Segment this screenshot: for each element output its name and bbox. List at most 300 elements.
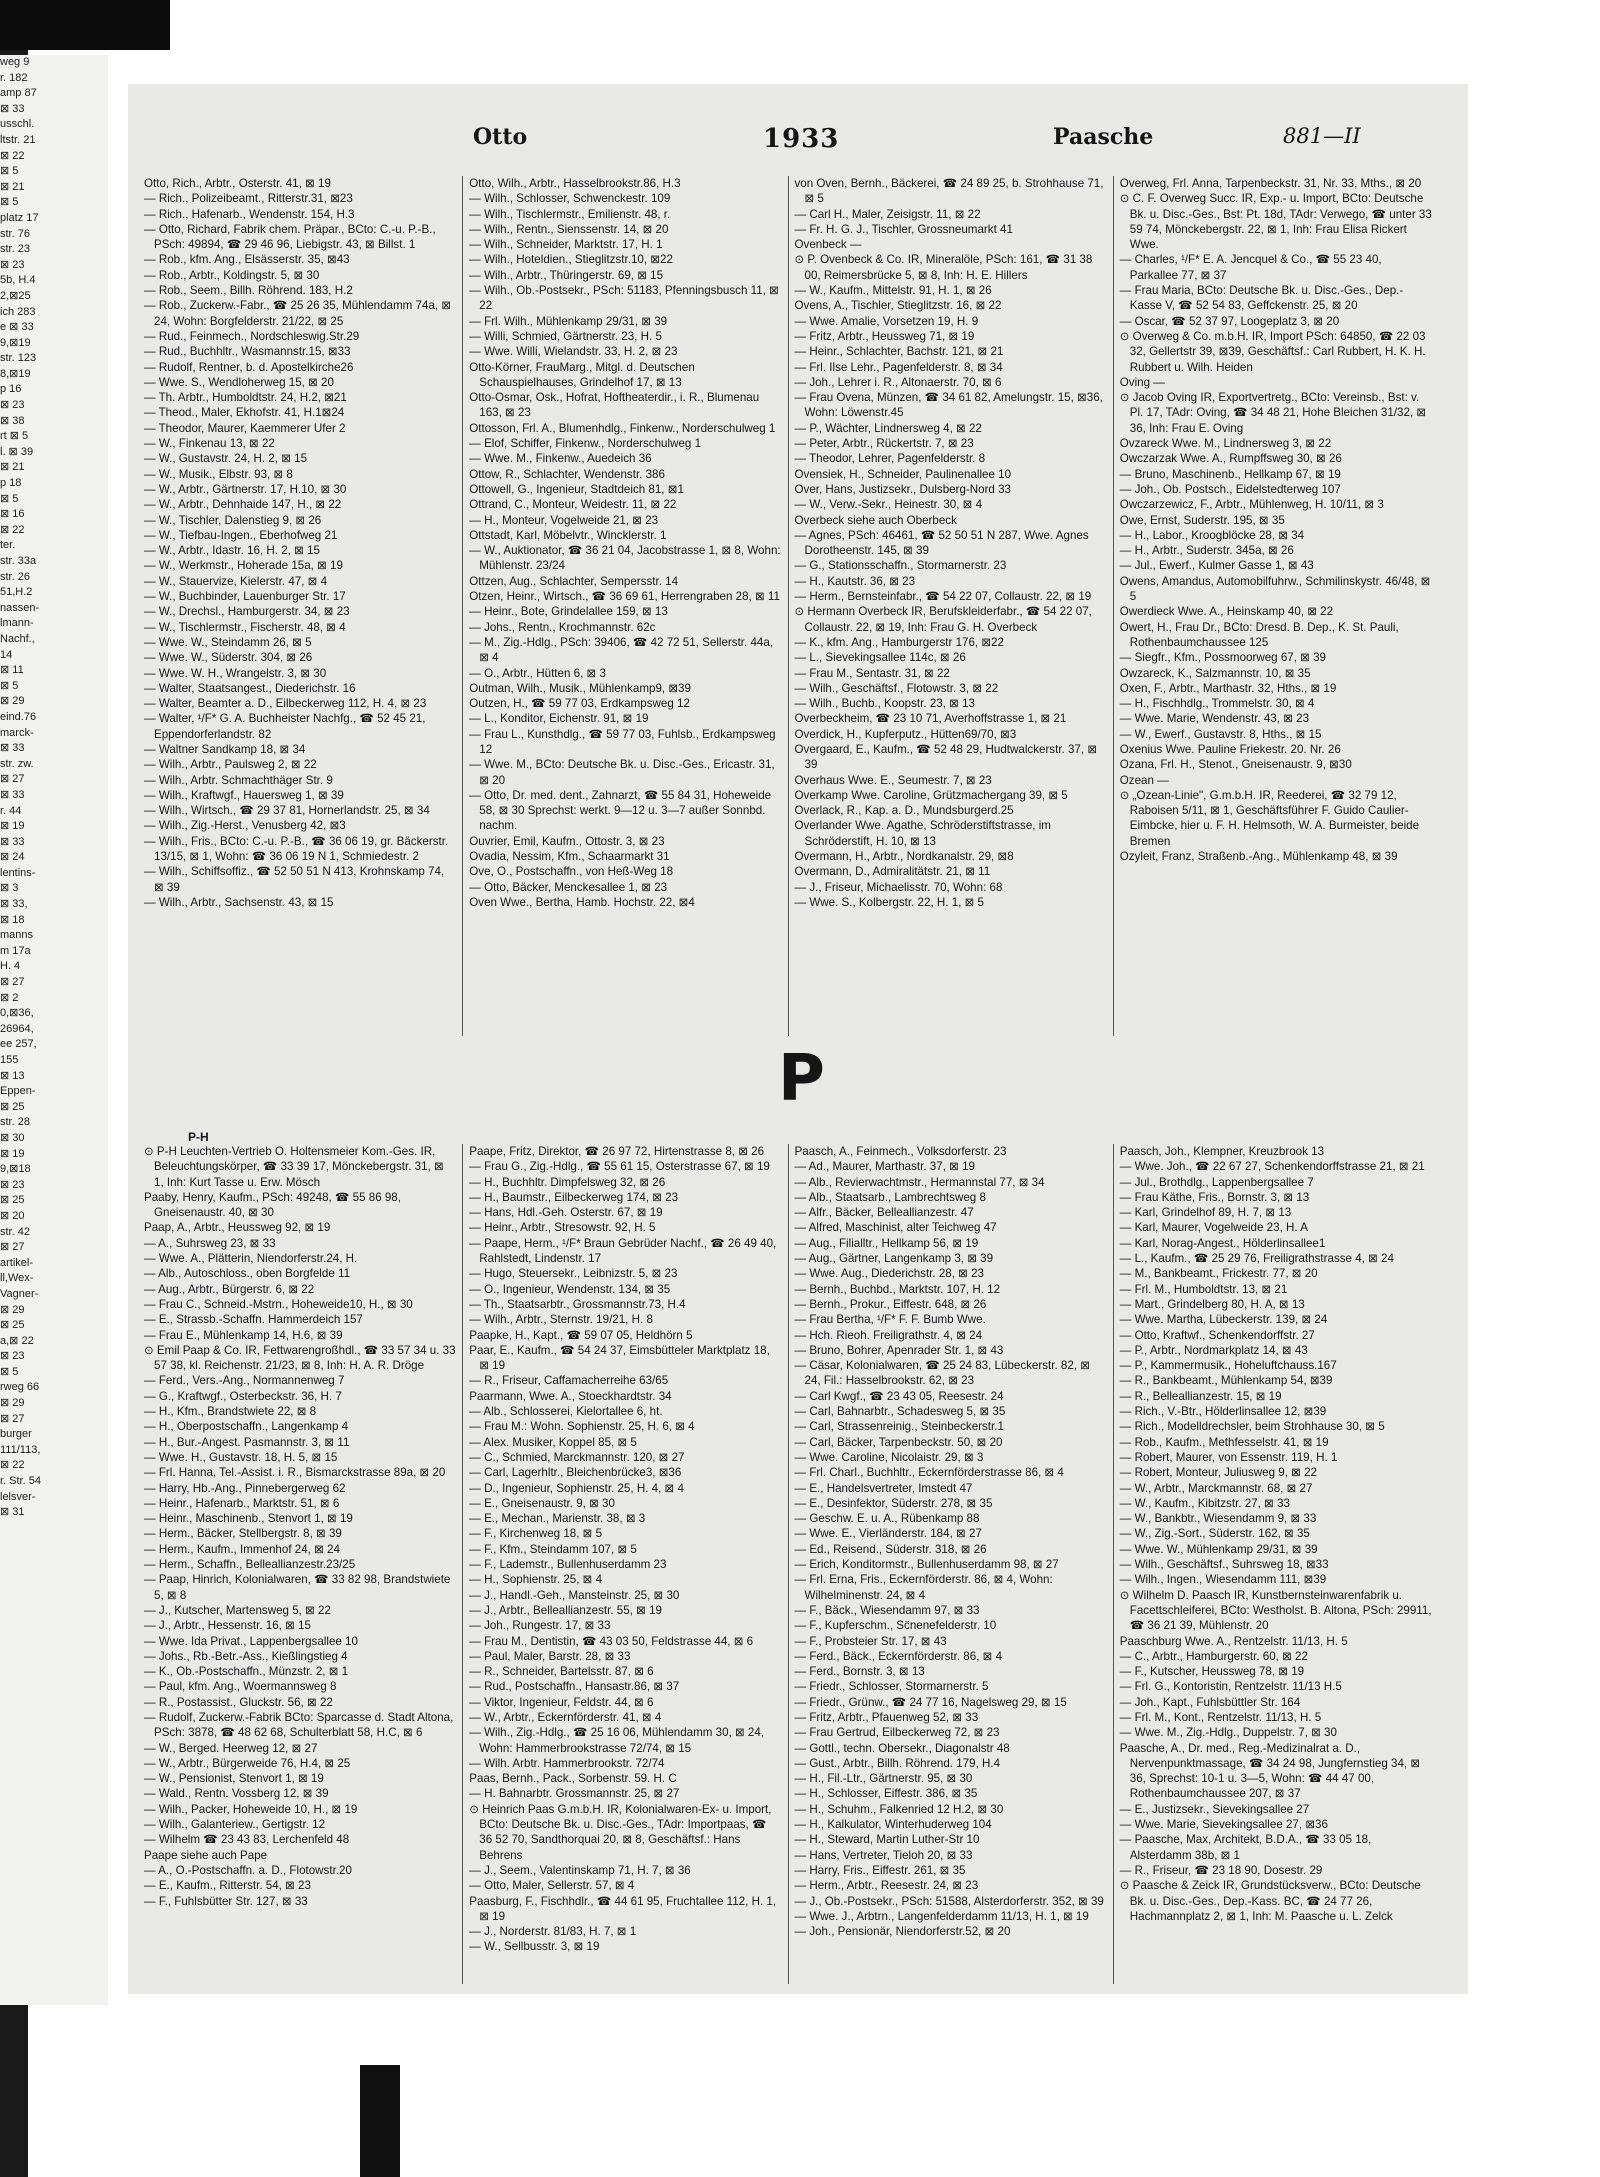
directory-entry: — Ferd., Bornstr. 3, ⊠ 13 bbox=[794, 1665, 925, 1679]
directory-entry: — Frau M., Sentastr. 31, ⊠ 22 bbox=[794, 666, 950, 680]
prev-page-line: 26964, bbox=[0, 1022, 34, 1035]
directory-entry: — W., Tischlermstr., Fischerstr. 48, ⊠ 4 bbox=[144, 620, 346, 634]
directory-entry: — Wilh., Geschäftsf., Flotowstr. 3, ⊠ 22 bbox=[794, 681, 999, 695]
directory-entry: — Rich., Hafenarb., Wendenstr. 154, H.3 bbox=[144, 207, 355, 221]
directory-entry: — Bernh., Buchbd., Marktstr. 107, H. 12 bbox=[794, 1282, 1001, 1296]
directory-entry: — R., Friseur, ☎ 23 18 90, Dosestr. 29 bbox=[1119, 1863, 1323, 1877]
directory-entry: — Rich., Modelldrechsler, beim Strohhause 30, ⊠ 5 bbox=[1119, 1420, 1385, 1434]
directory-entry: — F., Lademstr., Bullenhuserdamm 23 bbox=[469, 1558, 667, 1572]
directory-entry: — Bernh., Prokur., Eiffestr. 648, ⊠ 26 bbox=[794, 1297, 987, 1311]
prev-page-line: 111/113, bbox=[0, 1443, 41, 1456]
directory-entry: Owe, Ernst, Suderstr. 195, ⊠ 35 bbox=[1119, 513, 1285, 527]
directory-entry: — Paap, Hinrich, Kolonialwaren, ☎ 33 82 98, Brandstwiete 5, ⊠ 8 bbox=[144, 1573, 451, 1602]
directory-entry: Otto, Wilh., Arbtr., Hasselbrookstr.86, H.3 bbox=[469, 177, 681, 190]
directory-entry: Ottzen, Aug., Schlachter, Sempersstr. 14 bbox=[469, 574, 679, 588]
directory-entry: — Wwe. M., BCto: Deutsche Bk. u. Disc.-Ges., Ericastr. 31, ⊠ 20 bbox=[469, 758, 775, 787]
directory-entry: — H., Bur.-Angest. Pasmannstr. 3, ⊠ 11 bbox=[144, 1435, 350, 1449]
directory-entry: — Herm., Schaffn., Belleallianzestr.23/25 bbox=[144, 1558, 356, 1572]
directory-entry: Paasch, A., Feinmech., Volksdorferstr. 23 bbox=[794, 1145, 1007, 1158]
directory-entry: — Frl. M., Kont., Rentzelstr. 11/13, H. 5 bbox=[1119, 1710, 1322, 1724]
directory-entry: — W., Verw.-Sekr., Heinestr. 30, ⊠ 4 bbox=[794, 498, 983, 512]
directory-entry: Paape, Fritz, Direktor, ☎ 26 97 72, Hirtenstrasse 8, ⊠ 26 bbox=[469, 1145, 765, 1158]
prev-page-line: ⊠ 27 bbox=[0, 1412, 25, 1425]
directory-entry: — Wwe. W., Steindamm 26, ⊠ 5 bbox=[144, 635, 312, 649]
directory-entry: — Paasche, Max, Architekt, B.D.A., ☎ 33 05 18, Alsterdamm 38b, ⊠ 1 bbox=[1119, 1833, 1372, 1862]
directory-entry: — Wwe. S., Kolbergstr. 22, H. 1, ⊠ 5 bbox=[794, 895, 984, 909]
directory-entry: — Frau M.: Wohn. Sophienstr. 25, H. 6, ⊠ 4 bbox=[469, 1420, 695, 1434]
prev-page-line: ⊠ 13 bbox=[0, 1069, 25, 1082]
directory-entry: — Joh., Rungestr. 17, ⊠ 33 bbox=[469, 1619, 611, 1633]
directory-entry: — O., Arbtr., Hütten 6, ⊠ 3 bbox=[469, 666, 606, 680]
directory-entry: — W., Berged. Heerweg 12, ⊠ 27 bbox=[144, 1741, 318, 1755]
directory-entry: ⊙ C. F. Overweg Succ. IR, Exp.- u. Import, BCto: Deutsche Bk. u. Disc.-Ges., Bst: Pt. 18d, TAdr: Verwego, ☎ unter 33 59 74, Mönckebergstr. 22, ⊠ 1, Inh: Frau Elisa Rickert Wwe. bbox=[1119, 192, 1432, 252]
prev-page-line: ⊠ 29 bbox=[0, 695, 25, 708]
prev-page-line: ⊠ 27 bbox=[0, 773, 25, 786]
directory-entry: — F., Kutscher, Heussweg 78, ⊠ 19 bbox=[1119, 1665, 1305, 1679]
directory-entry: — Wilh., Zig.-Herst., Venusberg 42, ⊠3 bbox=[144, 819, 346, 833]
directory-entry: — Bruno, Maschinenb., Hellkamp 67, ⊠ 19 bbox=[1119, 467, 1341, 481]
directory-entry: — Frau Bertha, ¹/F* F. F. Bumb Wwe. bbox=[794, 1313, 986, 1327]
directory-entry: — E., Desinfektor, Süderstr. 278, ⊠ 35 bbox=[794, 1496, 993, 1510]
directory-entry: — Wilh., Schlosser, Schwenckestr. 109 bbox=[469, 192, 671, 206]
prev-page-line: rt ⊠ 5 bbox=[0, 430, 29, 443]
directory-entry: — Rich., V.-Btr., Hölderlinsallee 12, ⊠39 bbox=[1119, 1405, 1327, 1419]
directory-entry: — Alb., Revierwachtmstr., Hermannstal 77, ⊠ 34 bbox=[794, 1175, 1045, 1189]
directory-entry: Outman, Wilh., Musik., Mühlenkamp9, ⊠39 bbox=[469, 681, 691, 695]
directory-entry: — C., Schmied, Marckmannstr. 120, ⊠ 27 bbox=[469, 1450, 685, 1464]
directory-entry: — Wwe. A., Plätterin, Niendorferstr.24, H. bbox=[144, 1252, 358, 1266]
prev-page-line: ⊠ 18 bbox=[0, 913, 25, 926]
directory-entry: Paapke, H., Kapt., ☎ 59 07 05, Heldhörn 5 bbox=[469, 1328, 693, 1342]
directory-entry: — Wwe. H., Gustavstr. 18, H. 5, ⊠ 15 bbox=[144, 1450, 338, 1464]
directory-entry: — W., Arbtr., Gärtnerstr. 17, H.10, ⊠ 30 bbox=[144, 482, 347, 496]
directory-entry: — H., Oberpostschaffn., Langenkamp 4 bbox=[144, 1420, 349, 1434]
directory-entry: — Wwe. Marie, Sievekingsallee 27, ⊠36 bbox=[1119, 1818, 1328, 1832]
prev-page-line: ⊠ 2 bbox=[0, 991, 19, 1004]
directory-entry: — Wilh., Arbtr., Paulsweg 2, ⊠ 22 bbox=[144, 758, 317, 772]
directory-entry: — J., Kutscher, Martensweg 5, ⊠ 22 bbox=[144, 1603, 331, 1617]
prev-page-line: ⊠ 20 bbox=[0, 1209, 25, 1222]
directory-entry: Ottowell, G., Ingenieur, Stadtdeich 81, ⊠1 bbox=[469, 482, 684, 496]
prev-page-line: ⊠ 23 bbox=[0, 399, 25, 412]
directory-entry: — H., Baumstr., Eilbeckerweg 174, ⊠ 23 bbox=[469, 1190, 679, 1204]
directory-entry: — Hch. Rieoh. Freiligrathstr. 4, ⊠ 24 bbox=[794, 1328, 983, 1342]
directory-entry: — Th., Staatsarbtr., Grossmannstr.73, H.4 bbox=[469, 1297, 686, 1311]
directory-entry: — Wwe. W. H., Wrangelstr. 3, ⊠ 30 bbox=[144, 666, 327, 680]
prev-page-line: ich 283 bbox=[0, 305, 36, 318]
directory-entry: — Wilh., Rentn., Sienssenstr. 14, ⊠ 20 bbox=[469, 222, 669, 236]
directory-entry: Oven Wwe., Bertha, Hamb. Hochstr. 22, ⊠4 bbox=[469, 895, 695, 909]
directory-entry: — Wilh., Geschäftsf., Suhrsweg 18, ⊠33 bbox=[1119, 1558, 1329, 1572]
prev-page-line: ⊠ 25 bbox=[0, 1319, 25, 1332]
directory-entry: — Rud., Buchhltr., Wasmannstr.15, ⊠33 bbox=[144, 345, 351, 359]
directory-entry: — Theodor, Maurer, Kaemmerer Ufer 2 bbox=[144, 421, 346, 435]
directory-entry: — J., Friseur, Michaelisstr. 70, Wohn: 68 bbox=[794, 880, 1003, 894]
directory-entry: — Wwe. Ida Privat., Lappenbergsallee 10 bbox=[144, 1634, 358, 1648]
directory-entry: — Frl. Hanna, Tel.-Assist. i. R., Bismarckstrasse 89a, ⊠ 20 bbox=[144, 1466, 446, 1480]
directory-entry: — Wald., Rentn. Vossberg 12, ⊠ 39 bbox=[144, 1787, 329, 1801]
prev-page-line: 9,⊠19 bbox=[0, 336, 31, 349]
prev-page-line: ⊠ 23 bbox=[0, 258, 25, 271]
directory-entry: — Aug., Arbtr., Bürgerstr. 6, ⊠ 22 bbox=[144, 1282, 315, 1296]
directory-entry: — Joh., Ob. Postsch., Eidelstedterweg 107 bbox=[1119, 482, 1341, 496]
prev-page-line: artikel- bbox=[0, 1256, 34, 1269]
directory-entry: Overbeckheim, ☎ 23 10 71, Averhoffstrasse 1, ⊠ 21 bbox=[794, 712, 1067, 726]
prev-page-line: ⊠ 19 bbox=[0, 1147, 25, 1160]
directory-entry: — Harry, Fris., Eiffestr. 261, ⊠ 35 bbox=[794, 1863, 966, 1877]
directory-entry: — Otto, Kraftwf., Schenkendorffstr. 27 bbox=[1119, 1328, 1315, 1342]
directory-entry: — Wilh., Packer, Hoheweide 10, H., ⊠ 19 bbox=[144, 1802, 358, 1816]
directory-entry: — H., Fischhdlg., Trommelstr. 30, ⊠ 4 bbox=[1119, 697, 1315, 711]
directory-entry: — Wilh., Arbtr., Sachsenstr. 43, ⊠ 15 bbox=[144, 895, 334, 909]
directory-entry: — Aug., Gärtner, Langenkamp 3, ⊠ 39 bbox=[794, 1252, 994, 1266]
directory-entry: — Mart., Grindelberg 80, H. A, ⊠ 13 bbox=[1119, 1297, 1305, 1311]
prev-page-line: ⊠ 27 bbox=[0, 1241, 25, 1254]
directory-entry: — Fritz, Arbtr., Pfauenweg 52, ⊠ 33 bbox=[794, 1710, 979, 1724]
directory-entry: — W., Bankbtr., Wiesendamm 9, ⊠ 33 bbox=[1119, 1512, 1317, 1526]
directory-entry: — L., Sievekingsallee 114c, ⊠ 26 bbox=[794, 651, 966, 665]
prev-page-line: ⊠ 5 bbox=[0, 492, 19, 505]
directory-entry: — Wwe. Amalie, Vorsetzen 19, H. 9 bbox=[794, 314, 979, 328]
directory-entry: — Alfred, Maschinist, alter Teichweg 47 bbox=[794, 1221, 997, 1235]
prev-page-line: ⊠ 33 bbox=[0, 835, 25, 848]
prev-page-line: 155 bbox=[0, 1054, 19, 1066]
directory-entry: — Walter, Staatsangest., Diederichstr. 16 bbox=[144, 681, 356, 695]
directory-entry: — R., Belleallianzestr. 15, ⊠ 19 bbox=[1119, 1389, 1282, 1403]
directory-entry: — P., Kammermusik., Hoheluftchauss.167 bbox=[1119, 1359, 1337, 1373]
directory-entry: — E., Gneisenaustr. 9, ⊠ 30 bbox=[469, 1496, 615, 1510]
prev-page-line: l. ⊠ 39 bbox=[0, 445, 34, 458]
page-header bbox=[128, 124, 1468, 160]
directory-entry: — Aug., Filialltr., Hellkamp 56, ⊠ 19 bbox=[794, 1236, 979, 1250]
directory-entry: — Carl H., Maler, Zeisigstr. 11, ⊠ 22 bbox=[794, 207, 981, 221]
top-column-3 bbox=[789, 176, 1114, 1036]
directory-entry: — J., Arbtr., Hessenstr. 16, ⊠ 15 bbox=[144, 1619, 311, 1633]
directory-entry: — Th. Arbtr., Humboldtstr. 24, H.2, ⊠21 bbox=[144, 391, 347, 405]
prev-page-line: r. Str. 54 bbox=[0, 1475, 41, 1488]
directory-entry: Otto-Körner, FrauMarg., Mitgl. d. Deutschen Schauspielhauses, Grindelhof 17, ⊠ 13 bbox=[469, 360, 695, 389]
scan-edge-bottom bbox=[360, 2065, 400, 2177]
directory-entry: — Alfr., Bäcker, Belleallianzestr. 47 bbox=[794, 1206, 974, 1220]
prev-page-line: Vagner- bbox=[0, 1287, 39, 1300]
directory-entry: — R., Bankbeamt., Mühlenkamp 54, ⊠39 bbox=[1119, 1374, 1333, 1388]
directory-entry: Otzen, Heinr., Wirtsch., ☎ 36 69 61, Herrengraben 28, ⊠ 11 bbox=[469, 590, 780, 604]
header-page-number: 881—II bbox=[1283, 124, 1361, 148]
directory-entry: Paasburg, F., Fischhdlr., ☎ 44 61 95, Fruchtallee 112, H. 1, ⊠ 19 bbox=[469, 1894, 777, 1923]
prev-page-line: ll,Wex- bbox=[0, 1272, 34, 1285]
directory-entry: — Rich., Polizeibeamt., Ritterstr.31, ⊠23 bbox=[144, 192, 353, 206]
directory-entry: Ouvrier, Emil, Kaufm., Ottostr. 3, ⊠ 23 bbox=[469, 834, 665, 848]
directory-entry: — H., Kautstr. 36, ⊠ 23 bbox=[794, 574, 916, 588]
bottom-columns bbox=[138, 1144, 1438, 1984]
prev-page-line: lentins- bbox=[0, 866, 36, 879]
directory-entry: — Paul, Maler, Barstr. 28, ⊠ 33 bbox=[469, 1649, 631, 1663]
directory-entry: — Karl, Maurer, Vogelweide 23, H. A bbox=[1119, 1221, 1308, 1235]
prev-page-line: r. 182 bbox=[0, 71, 28, 84]
prev-page-line: 0,⊠36, bbox=[0, 1007, 34, 1020]
directory-entry: Ottrand, C., Monteur, Weidestr. 11, ⊠ 22 bbox=[469, 498, 677, 512]
prev-page-line: ⊠ 33, bbox=[0, 898, 28, 911]
directory-entry: — H., Schuhm., Falkenried 12 H.2, ⊠ 30 bbox=[794, 1802, 1004, 1816]
directory-entry: — W., Drechsl., Hamburgerstr. 34, ⊠ 23 bbox=[144, 605, 350, 619]
prev-page-line: ⊠ 21 bbox=[0, 461, 25, 474]
directory-entry: — Wilh., Arbtr. Schmachthäger Str. 9 bbox=[144, 773, 333, 787]
directory-entry: — G., Stationsschaffn., Stormarnerstr. 23 bbox=[794, 559, 1007, 573]
directory-entry: ⊙ P-H Leuchten-Vertrieb O. Holtensmeier Kom.-Ges. IR, Beleuchtungskörper, ☎ 33 39 17, Mönckebergstr. 31, ⊠ 1, Inh: Kurt Tasse u. Erw. Mösch bbox=[144, 1145, 444, 1189]
directory-entry: ⊙ P. Ovenbeck & Co. IR, Mineralöle, PSch: 161, ☎ 31 38 00, Reimersbrücke 5, ⊠ 8, Inh: H. E. Hillers bbox=[794, 253, 1093, 282]
prev-page-line: ⊠ 24 bbox=[0, 851, 25, 864]
directory-entry: — R., Postassist., Gluckstr. 56, ⊠ 22 bbox=[144, 1695, 333, 1709]
directory-entry: — Wwe. E., Vierländerstr. 184, ⊠ 27 bbox=[794, 1527, 982, 1541]
directory-entry: — J., Ob.-Postsekr., PSch: 51588, Alsterdorferstr. 352, ⊠ 39 bbox=[794, 1894, 1104, 1908]
directory-entry: — Viktor, Ingenieur, Feldstr. 44, ⊠ 6 bbox=[469, 1695, 654, 1709]
directory-entry: — Wwe. S., Wendloherweg 15, ⊠ 20 bbox=[144, 375, 334, 389]
prev-page-line: marck- bbox=[0, 726, 34, 739]
directory-entry: — E., Handelsvertreter, Imstedt 47 bbox=[794, 1481, 973, 1495]
prev-page-line: ⊠ 33 bbox=[0, 102, 25, 115]
bottom-column-3 bbox=[789, 1144, 1114, 1984]
prev-page-line: 8,⊠19 bbox=[0, 367, 31, 380]
directory-entry: — J., Arbtr., Belleallianzestr. 55, ⊠ 19 bbox=[469, 1603, 662, 1617]
directory-entry: — E., Kaufm., Ritterstr. 54, ⊠ 23 bbox=[144, 1879, 311, 1893]
directory-entry: Owczarzewicz, F., Arbtr., Mühlenweg, H. 10/11, ⊠ 3 bbox=[1119, 498, 1384, 512]
directory-entry: — Karl, Grindelhof 89, H. 7, ⊠ 13 bbox=[1119, 1206, 1292, 1220]
directory-entry: Paasche, A., Dr. med., Reg.-Medizinalrat a. D., Nervenpunktmassage, ☎ 34 24 98, Jungfernstieg 34, ⊠ 36, Sprechst: 10-1 u. 3—5, Wohn: ☎ 44 47 00, Rothenbaumchaussee 207, ⊠ 37 bbox=[1119, 1741, 1421, 1801]
directory-entry: — Alb., Autoschloss., oben Borgfelde 11 bbox=[144, 1267, 351, 1281]
directory-entry: — Rud., Postschaffn., Hansastr.86, ⊠ 37 bbox=[469, 1680, 680, 1694]
directory-entry: — W., Arbtr., Marckmannstr. 68, ⊠ 27 bbox=[1119, 1481, 1313, 1495]
header-right-word: Paasche bbox=[1053, 124, 1154, 150]
prev-page-line: ⊠ 21 bbox=[0, 180, 25, 193]
directory-entry: — Heinr., Bote, Grindelallee 159, ⊠ 13 bbox=[469, 605, 668, 619]
directory-entry: — Gust., Arbtr., Billh. Röhrend. 179, H.4 bbox=[794, 1756, 1001, 1770]
directory-entry: — Otto, Bäcker, Menckesallee 1, ⊠ 23 bbox=[469, 880, 668, 894]
directory-entry: — W., Arbtr., Idastr. 16, H. 2, ⊠ 15 bbox=[144, 544, 320, 558]
directory-entry: — Fr. H. G. J., Tischler, Grossneumarkt 41 bbox=[794, 222, 1013, 236]
directory-entry: — E., Mechan., Marienstr. 38, ⊠ 3 bbox=[469, 1512, 646, 1526]
directory-entry: Overlander Wwe. Agathe, Schröderstiftstrasse, im Schröderstift, H. 10, ⊠ 13 bbox=[794, 819, 1051, 848]
directory-entry: — Robert, Maurer, von Essenstr. 119, H. 1 bbox=[1119, 1450, 1338, 1464]
directory-entry: Otto-Osmar, Osk., Hofrat, Hoftheaterdir., i. R., Blumenau 163, ⊠ 23 bbox=[469, 391, 760, 420]
directory-entry: — Frau C., Schneid.-Mstrn., Hoheweide10, H., ⊠ 30 bbox=[144, 1297, 413, 1311]
prev-page-line: 51,H.2 bbox=[0, 586, 33, 599]
directory-entry: Otto, Rich., Arbtr., Osterstr. 41, ⊠ 19 bbox=[144, 177, 331, 190]
directory-entry: — Fritz, Arbtr., Heussweg 71, ⊠ 19 bbox=[794, 329, 975, 343]
prev-page-line: 14 bbox=[0, 648, 13, 661]
directory-entry: — Frl. Charl., Buchhltr., Eckernförderstrasse 86, ⊠ 4 bbox=[794, 1466, 1064, 1480]
directory-entry: — Wilh., Buchb., Koopstr. 23, ⊠ 13 bbox=[794, 697, 975, 711]
directory-entry: — Theodor, Lehrer, Pagenfelderstr. 8 bbox=[794, 452, 986, 466]
directory-entry: — Johs., Rb.-Betr.-Ass., Kießlingstieg 4 bbox=[144, 1649, 348, 1663]
directory-entry: — Frl. Ilse Lehr., Pagenfelderstr. 8, ⊠ 34 bbox=[794, 360, 1003, 374]
directory-entry: — Hans, Hdl.-Geh. Osterstr. 67, ⊠ 19 bbox=[469, 1206, 663, 1220]
directory-entry: — Alex. Musiker, Koppel 85, ⊠ 5 bbox=[469, 1435, 637, 1449]
directory-entry: — Ad., Maurer, Marthastr. 37, ⊠ 19 bbox=[794, 1160, 975, 1174]
directory-entry: — Oscar, ☎ 52 37 97, Loogeplatz 3, ⊠ 20 bbox=[1119, 314, 1340, 328]
directory-entry: Ozana, Frl. H., Stenot., Gneisenaustr. 9, ⊠30 bbox=[1119, 758, 1352, 772]
directory-entry: — Erich, Konditormstr., Bullenhuserdamm 98, ⊠ 27 bbox=[794, 1558, 1059, 1572]
prev-page-line: ⊠ 5 bbox=[0, 165, 19, 178]
directory-entry: Oving — bbox=[1119, 375, 1165, 389]
prev-page-line: 2,⊠25 bbox=[0, 289, 31, 302]
directory-entry: — Walter, ¹/F* G. A. Buchheister Nachfg., ☎ 52 45 21, Eppendorferlandstr. 82 bbox=[144, 712, 426, 741]
directory-entry: — W., Ewerf., Gustavstr. 8, Hths., ⊠ 15 bbox=[1119, 727, 1322, 741]
directory-entry: — Carl, Bahnarbtr., Schadesweg 5, ⊠ 35 bbox=[794, 1405, 1006, 1419]
scan-edge-top bbox=[0, 0, 170, 50]
directory-entry: — A., O.-Postschaffn. a. D., Flotowstr.20 bbox=[144, 1863, 352, 1877]
directory-entry: — Rudolf, Rentner, b. d. Apostelkirche26 bbox=[144, 360, 354, 374]
directory-entry: Ovadia, Nessim, Kfm., Schaarmarkt 31 bbox=[469, 850, 670, 864]
directory-entry: — P., Wächter, Lindnersweg 4, ⊠ 22 bbox=[794, 421, 982, 435]
prev-page-line: manns bbox=[0, 929, 34, 942]
prev-page-line: ee 257, bbox=[0, 1038, 37, 1051]
directory-entry: Ottow, R., Schlachter, Wendenstr. 386 bbox=[469, 467, 665, 481]
prev-page-line: eind.76 bbox=[0, 710, 37, 723]
prev-page-line: H. 4 bbox=[0, 960, 21, 973]
directory-entry: — Willi, Schmied, Gärtnerstr. 23, H. 5 bbox=[469, 329, 662, 343]
directory-entry: Overmann, H., Arbtr., Nordkanalstr. 29, ⊠8 bbox=[794, 850, 1014, 864]
directory-entry: — Otto, Dr. med. dent., Zahnarzt, ☎ 55 84 31, Hoheweide 58, ⊠ 30 Sprechst: werkt. 9—12 u. 3—7 außer Sonnbd. nachm. bbox=[469, 788, 772, 833]
prev-page-line: Eppen- bbox=[0, 1085, 36, 1098]
directory-entry: — Wilh., Wirtsch., ☎ 29 37 81, Hornerlandstr. 25, ⊠ 34 bbox=[144, 804, 430, 818]
directory-entry: — W., Arbtr., Bürgerweide 76, H.4, ⊠ 25 bbox=[144, 1756, 351, 1770]
directory-entry: — Herm., Arbtr., Reesestr. 24, ⊠ 23 bbox=[794, 1879, 979, 1893]
bottom-column-4 bbox=[1114, 1144, 1438, 1984]
directory-entry: — F., Probsteier Str. 17, ⊠ 43 bbox=[794, 1634, 947, 1648]
directory-entry: — F., Kfm., Steindamm 107, ⊠ 5 bbox=[469, 1542, 637, 1556]
prev-page-line: ⊠ 25 bbox=[0, 1100, 25, 1113]
prev-page-line: str. 33a bbox=[0, 555, 37, 567]
directory-entry: — Wilh., Zig.-Hdlg., ☎ 25 16 06, Mühlendamm 30, ⊠ 24, Wohn: Hammerbrookstrasse 72/74, ⊠ 15 bbox=[469, 1726, 765, 1755]
directory-entry: — Wwe. Caroline, Nicolaistr. 29, ⊠ 3 bbox=[794, 1450, 984, 1464]
directory-entry: — W., Tiefbau-Ingen., Eberhofweg 21 bbox=[144, 528, 338, 542]
directory-entry: — W., Kaufm., Mittelstr. 91, H. 1, ⊠ 26 bbox=[794, 284, 992, 298]
directory-entry: — W., Werkmstr., Hoherade 15a, ⊠ 19 bbox=[144, 559, 343, 573]
directory-entry: — Geschw. E. u. A., Rübenkamp 88 bbox=[794, 1512, 980, 1526]
directory-entry: — Wwe. W., Mühlenkamp 29/31, ⊠ 39 bbox=[1119, 1542, 1318, 1556]
directory-entry: — Rudolf, Zuckerw.-Fabrik BCto: Sparcasse d. Stadt Altona, PSch: 3878, ☎ 48 62 68, Schulterblatt 58, H.C, ⊠ 6 bbox=[144, 1710, 454, 1740]
prev-page-line: weg 9 bbox=[0, 56, 30, 68]
section-mark: P-H bbox=[188, 1130, 209, 1144]
directory-entry: — Charles, ¹/F* E. A. Jencquel & Co., ☎ 55 23 40, Parkallee 77, ⊠ 37 bbox=[1119, 253, 1382, 282]
directory-entry: — Wwe. W., Süderstr. 304, ⊠ 26 bbox=[144, 651, 313, 665]
directory-entry: — K., Ob.-Postschaffn., Münzstr. 2, ⊠ 1 bbox=[144, 1665, 349, 1679]
directory-entry: — Joh., Lehrer i. R., Altonaerstr. 70, ⊠ 6 bbox=[794, 375, 1002, 389]
directory-entry: Ovzareck Wwe. M., Lindnersweg 3, ⊠ 22 bbox=[1119, 437, 1332, 451]
directory-entry: — W., Stauervize, Kielerstr. 47, ⊠ 4 bbox=[144, 574, 328, 588]
prev-page-line: ltstr. 21 bbox=[0, 133, 36, 146]
directory-entry: — Alb., Schlosserei, Kielortallee 6, ht. bbox=[469, 1405, 663, 1419]
prev-page-line: str. 76 bbox=[0, 227, 30, 240]
directory-entry: — R., Friseur, Caffamacherreihe 63/65 bbox=[469, 1374, 669, 1388]
directory-entry: — Wwe. Willi, Wielandstr. 33, H. 2, ⊠ 23 bbox=[469, 345, 678, 359]
directory-entry: — Jul., Ewerf., Kulmer Gasse 1, ⊠ 43 bbox=[1119, 559, 1314, 573]
directory-entry: Overlack, R., Kap. a. D., Mundsburgerd.25 bbox=[794, 804, 1014, 818]
directory-entry: — H., Schlosser, Eiffestr. 386, ⊠ 35 bbox=[794, 1787, 978, 1801]
prev-page-line: ⊠ 33 bbox=[0, 742, 25, 755]
directory-entry: ⊙ Wilhelm D. Paasch IR, Kunstbernsteinwarenfabrik u. Facettschleiferei, BCto: Westholst. B. Altona, PSch: 29911, ☎ 36 21 39, Mühlenstr. 20 bbox=[1119, 1588, 1432, 1633]
prev-page-line: ⊠ 5 bbox=[0, 679, 19, 692]
prev-page-line: ter. bbox=[0, 539, 16, 552]
directory-entry: ⊙ Heinrich Paas G.m.b.H. IR, Kolonialwaren-Ex- u. Import, BCto: Deutsche Bk. u. Disc.-Ges., TAdr: Importpaas, ☎ 36 52 70, Sandthorquai 20, ⊠ 8, Geschäftsf.: Hans Behrens bbox=[469, 1802, 772, 1862]
directory-entry: Owczarzak Wwe. A., Rumpffsweg 30, ⊠ 26 bbox=[1119, 452, 1342, 466]
directory-entry: — Frau G., Zig.-Hdlg., ☎ 55 61 15, Osterstrasse 67, ⊠ 19 bbox=[469, 1160, 770, 1174]
directory-entry: — Heinr., Schlachter, Bachstr. 121, ⊠ 21 bbox=[794, 345, 1004, 359]
directory-entry: — Rob., Kaufm., Methfesselstr. 41, ⊠ 19 bbox=[1119, 1435, 1329, 1449]
directory-entry: Paarmann, Wwe. A., Stoeckhardtstr. 34 bbox=[469, 1389, 672, 1403]
directory-entry: Paape siehe auch Pape bbox=[144, 1848, 268, 1862]
directory-entry: ⊙ Overweg & Co. m.b.H. IR, Import PSch: 64850, ☎ 22 03 32, Gellertstr 39, ⊠39, Geschäftsf.: Carl Rubbert, H. K. H. Rubbert u. Wilh. Heiden bbox=[1119, 329, 1426, 374]
directory-entry: — H., Sophienstr. 25, ⊠ 4 bbox=[469, 1573, 603, 1587]
directory-entry: — Friedr., Grünw., ☎ 24 77 16, Nagelsweg 29, ⊠ 15 bbox=[794, 1695, 1067, 1709]
prev-page-line: ⊠ 25 bbox=[0, 1194, 25, 1207]
prev-page-line: Nachf., bbox=[0, 632, 35, 645]
directory-entry: ⊙ Hermann Overbeck IR, Berufskleiderfabr., ☎ 54 22 07, Collaustr. 22, ⊠ 19, Inh: Frau G. H. Overbeck bbox=[794, 605, 1092, 634]
directory-entry: — W., Kaufm., Kibitzstr. 27, ⊠ 33 bbox=[1119, 1496, 1290, 1510]
directory-entry: — Wwe. Aug., Diederichstr. 28, ⊠ 23 bbox=[794, 1267, 984, 1281]
directory-entry: — Peter, Arbtr., Rückertstr. 7, ⊠ 23 bbox=[794, 437, 974, 451]
directory-entry: — Heinr., Hafenarb., Marktstr. 51, ⊠ 6 bbox=[144, 1496, 340, 1510]
directory-entry: — H., Monteur, Vogelweide 21, ⊠ 23 bbox=[469, 513, 659, 527]
directory-entry: — C., Arbtr., Hamburgerstr. 60, ⊠ 22 bbox=[1119, 1649, 1308, 1663]
previous-page-fragment bbox=[0, 55, 108, 2005]
directory-entry: Ozean — bbox=[1119, 773, 1169, 787]
directory-entry: — Alb., Staatsarb., Lambrechtsweg 8 bbox=[794, 1190, 986, 1204]
directory-entry: — Wilh., Tischlermstr., Emilienstr. 48, r. bbox=[469, 207, 671, 221]
directory-entry: Paasch, Joh., Klempner, Kreuzbrook 13 bbox=[1119, 1145, 1325, 1158]
directory-entry: — H., Kalkulator, Winterhuderweg 104 bbox=[794, 1818, 992, 1832]
directory-entry: — Hans, Vertreter, Tieloh 20, ⊠ 33 bbox=[794, 1848, 973, 1862]
directory-entry: — Elof, Schiffer, Finkenw., Norderschulweg 1 bbox=[469, 437, 702, 451]
directory-entry: Paar, E., Kaufm., ☎ 54 24 37, Eimsbütteler Marktplatz 18, ⊠ 19 bbox=[469, 1343, 770, 1373]
directory-entry: Overhaus Wwe. E., Seumestr. 7, ⊠ 23 bbox=[794, 773, 992, 787]
directory-entry: Ovensiek, H., Schneider, Paulinenallee 10 bbox=[794, 467, 1012, 481]
directory-entry: — Johs., Rentn., Krochmannstr. 62c bbox=[469, 620, 656, 634]
directory-entry: Ozyleit, Franz, Straßenb.-Ang., Mühlenkamp 48, ⊠ 39 bbox=[1119, 850, 1398, 864]
prev-page-line: 5b, H.4 bbox=[0, 274, 36, 287]
directory-entry: — K., kfm. Ang., Hamburgerstr 176, ⊠22 bbox=[794, 635, 1004, 649]
directory-entry: — A., Suhrsweg 23, ⊠ 33 bbox=[144, 1236, 276, 1250]
directory-entry: — M., Zig.-Hdlg., PSch: 39406, ☎ 42 72 51, Sellerstr. 44a, ⊠ 4 bbox=[469, 635, 774, 665]
directory-entry: — Rob., Seem., Billh. Röhrend. 183, H.2 bbox=[144, 284, 353, 298]
directory-entry: — Joh., Pensionär, Niendorferstr.52, ⊠ 20 bbox=[794, 1925, 1011, 1939]
directory-entry: — Cäsar, Kolonialwaren, ☎ 25 24 83, Lübeckerstr. 82, ⊠ 24, Fil.: Hasselbrookstr. 62, ⊠ 23 bbox=[794, 1359, 1090, 1388]
directory-entry: — W., Buchbinder, Lauenburger Str. 17 bbox=[144, 590, 346, 604]
prev-page-line: ⊠ 31 bbox=[0, 1506, 25, 1519]
top-column-2 bbox=[463, 176, 788, 1036]
directory-entry: — Wilh., Fris., BCto: C.-u. P.-B., ☎ 36 06 19, gr. Bäckerstr. 13/15, ⊠ 1, Wohn: ☎ 36 06 19 N 1, Schmiedestr. 2 bbox=[144, 834, 449, 864]
directory-entry: Outzen, H., ☎ 59 77 03, Erdkampsweg 12 bbox=[469, 697, 690, 711]
prev-page-line: str. 23 bbox=[0, 243, 30, 256]
prev-page-line: e ⊠ 33 bbox=[0, 321, 34, 334]
directory-entry: — Frau Gertrud, Eilbeckerweg 72, ⊠ 23 bbox=[794, 1726, 1000, 1740]
directory-entry: — Carl, Bäcker, Tarpenbeckstr. 50, ⊠ 20 bbox=[794, 1435, 1003, 1449]
directory-entry: — W., Pensionist, Stenvort 1, ⊠ 19 bbox=[144, 1772, 324, 1786]
directory-entry: — H., Fil.-Ltr., Gärtnerstr. 95, ⊠ 30 bbox=[794, 1772, 973, 1786]
directory-entry: — Theod., Maler, Ekhofstr. 41, H.1⊠24 bbox=[144, 406, 345, 420]
directory-entry: — F., Bäck., Wiesendamm 97, ⊠ 33 bbox=[794, 1603, 980, 1617]
directory-entry: Paap, A., Arbtr., Heussweg 92, ⊠ 19 bbox=[144, 1221, 331, 1235]
directory-entry: — Joh., Kapt., Fuhlsbüttler Str. 164 bbox=[1119, 1695, 1301, 1709]
prev-page-line: m 17a bbox=[0, 944, 31, 957]
prev-page-line: ⊠ 33 bbox=[0, 788, 25, 801]
directory-entry: — Siegfr., Kfm., Possmoorweg 67, ⊠ 39 bbox=[1119, 651, 1326, 665]
directory-entry: — Herm., Bäcker, Stellbergstr. 8, ⊠ 39 bbox=[144, 1527, 342, 1541]
directory-entry: Over, Hans, Justizsekr., Dulsberg-Nord 33 bbox=[794, 482, 1011, 496]
directory-entry: — Wwe. Marie, Wendenstr. 43, ⊠ 23 bbox=[1119, 712, 1310, 726]
prev-page-line: burger bbox=[0, 1428, 32, 1441]
prev-page-line: lmann- bbox=[0, 617, 34, 630]
